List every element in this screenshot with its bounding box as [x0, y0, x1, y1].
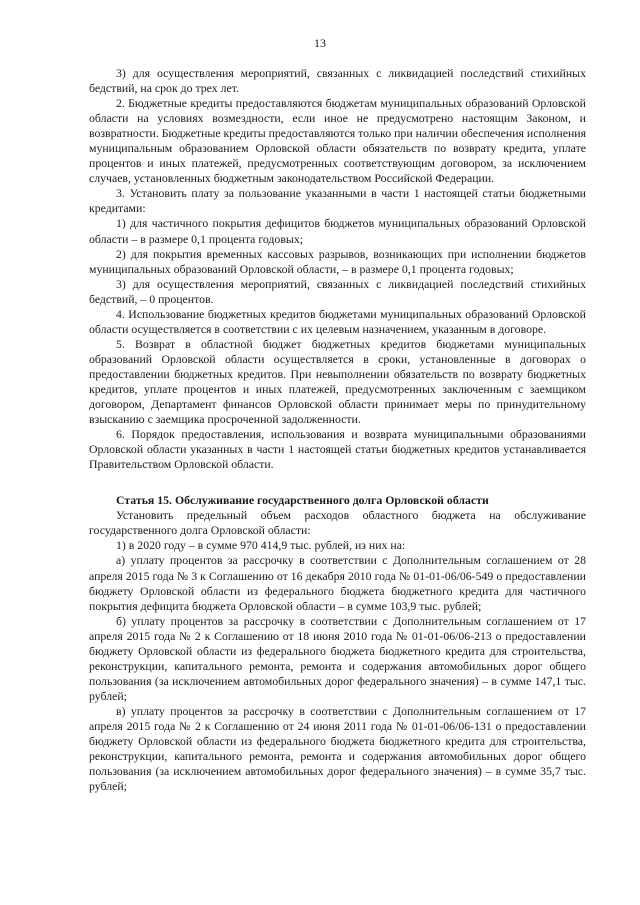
paragraph: 2. Бюджетные кредиты предоставляются бюджетам муниципальных образований Орловской области на условиях возмездности, если иное не предусмотрено настоящим Законом, и возвратности. Бюджетные кредиты предоставляются только при наличии обеспечения исполнения муниципальным образованием Орловской области обязательств по возврату кредита, уплате процентов и иных платежей, предусмотренных соответствующим договором, за исключением случаев, установленных бюджетным законодательством Российской Федерации.: [89, 96, 586, 186]
page-number: 13: [314, 36, 326, 50]
paragraph: 3. Установить плату за пользование указанными в части 1 настоящей статьи бюджетными кредитами:: [89, 186, 586, 216]
paragraph: Установить предельный объем расходов областного бюджета на обслуживание государственного долга Орловской области:: [89, 508, 586, 538]
paragraph: 3) для осуществления мероприятий, связанных с ликвидацией последствий стихийных бедствий, на срок до трех лет.: [89, 66, 586, 96]
article-heading: Статья 15. Обслуживание государственного долга Орловской области: [116, 493, 489, 508]
paragraph: 2) для покрытия временных кассовых разрывов, возникающих при исполнении бюджетов муниципальных образований Орловской области, – в размере 0,1 процента годовых;: [89, 246, 586, 276]
document-body: [89, 66, 586, 794]
paragraph: 4. Использование бюджетных кредитов бюджетами муниципальных образований Орловской области осуществляется в соответствии с их целевым назначением, указанным в договоре.: [89, 306, 586, 336]
paragraph: 3) для осуществления мероприятий, связанных с ликвидацией последствий стихийных бедствий, – 0 процентов.: [89, 276, 586, 306]
paragraph: 1) для частичного покрытия дефицитов бюджетов муниципальных образований Орловской области – в размере 0,1 процента годовых;: [89, 216, 586, 246]
paragraph: б) уплату процентов за рассрочку в соответствии с Дополнительным соглашением от 17 апреля 2015 года № 2 к Соглашению от 18 июня 2010 года № 01-01-06/06-213 о предоставлении бюджету Орловской области из федерального бюджета бюджетного кредита для строительства, реконструкции, капитального ремонта, ремонта и содержания автомобильных дорог общего пользования (за исключением автомобильных дорог федерального значения) – в сумме 147,1 тыс. рублей;: [89, 613, 586, 703]
paragraph: а) уплату процентов за рассрочку в соответствии с Дополнительным соглашением от 28 апреля 2015 года № 3 к Соглашению от 16 декабря 2010 года № 01-01-06/06-549 о предоставлении бюджету Орловской области из федерального бюджета бюджетного кредита для частичного покрытия дефицита бюджета Орловской области – в сумме 103,9 тыс. рублей;: [89, 553, 586, 613]
paragraph: 5. Возврат в областной бюджет бюджетных кредитов бюджетами муниципальных образований Орловской области осуществляется в сроки, установленные в договорах о предоставлении бюджетных кредитов. При невыполнении обязательств по возврату бюджетных кредитов, уплате процентов и иных платежей, предусмотренных заключенным с заемщиком договором, Департамент финансов Орловской области принимает меры по принудительному взысканию с заемщика просроченной задолженности.: [89, 336, 586, 427]
paragraph: в) уплату процентов за рассрочку в соответствии с Дополнительным соглашением от 17 апреля 2015 года № 2 к Соглашению от 24 июня 2011 года № 01-01-06/06-131 о предоставлении бюджету Орловской области из федерального бюджета бюджетного кредита для строительства, реконструкции, капитального ремонта, ремонта и содержания автомобильных дорог общего пользования (за исключением автомобильных дорог федерального значения) – в сумме 35,7 тыс. рублей;: [89, 703, 586, 794]
paragraph: 1) в 2020 году – в сумме 970 414,9 тыс. рублей, из них на:: [116, 538, 406, 553]
paragraph: 6. Порядок предоставления, использования и возврата муниципальными образованиями Орловской области указанных в части 1 настоящей статьи бюджетных кредитов устанавливается Правительством Орловской области.: [89, 427, 586, 472]
